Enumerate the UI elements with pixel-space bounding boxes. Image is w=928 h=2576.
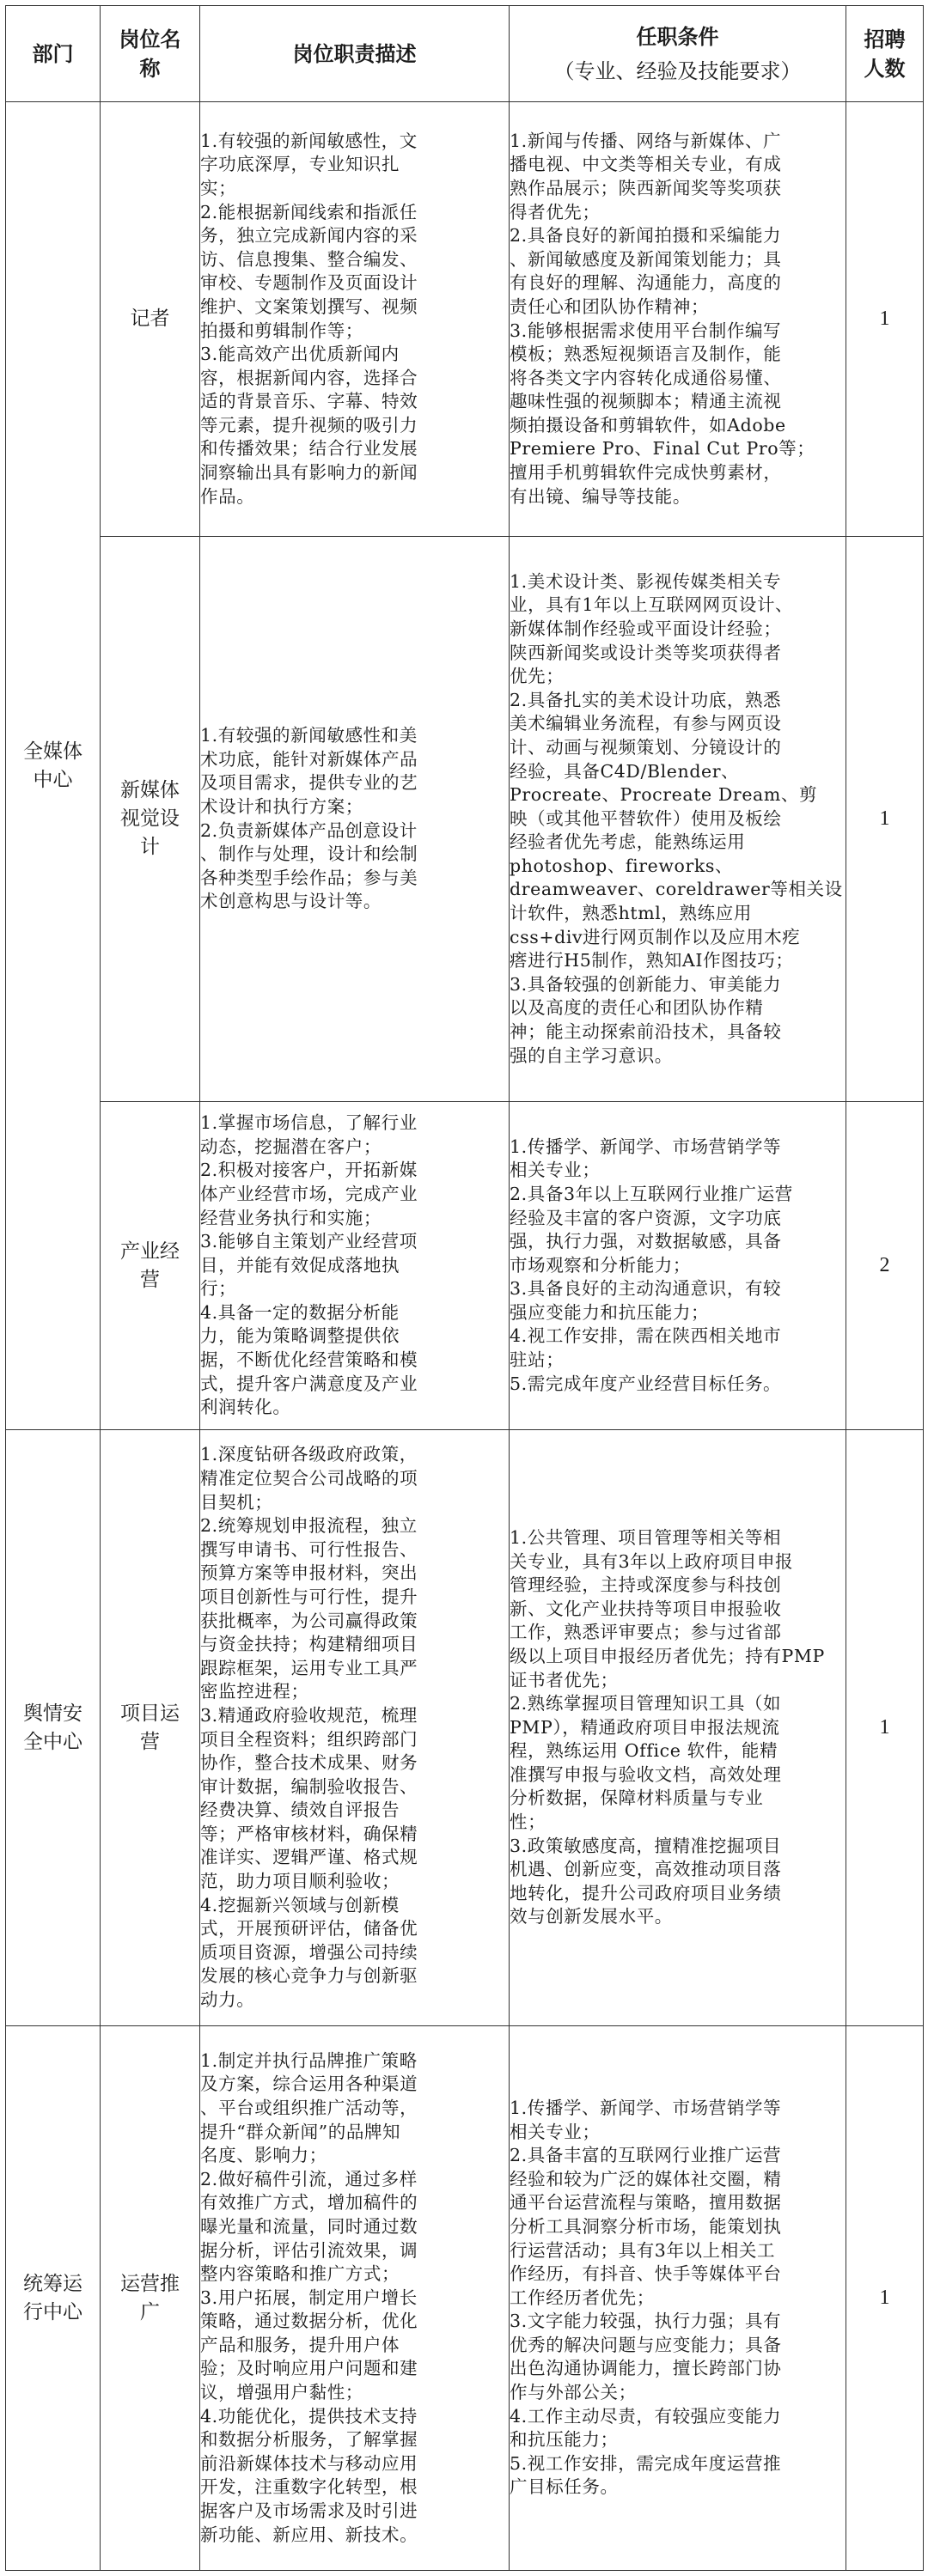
text-line: 2.具备丰富的互联网行业推广运营 [510,2145,782,2166]
text-line: 趣味性强的视频脚本；精通主流视 [510,391,782,412]
text-line: 有效推广方式，增加稿件的 [200,2192,418,2214]
text-line: 字功底深厚，专业知识扎 [200,154,400,175]
text-line: 责任心和团队协作精神； [510,295,710,317]
position-cell [101,1430,200,2026]
text-line: 容，根据新闻内容，选择合 [200,367,418,388]
requirements-cell [510,2026,846,2571]
text-line: 作品。 [200,485,255,507]
text-line: 协作，整合技术成果、财务 [200,1752,418,1774]
header-count: 招聘人数 [846,6,924,102]
text-line: 1.新闻与传播、网络与新媒体、广 [510,130,782,151]
text-line: 撰写申请书、可行性报告、 [200,1538,418,1560]
text-line: 及方案，综合运用各种渠道 [200,2074,418,2095]
text-line: 优先； [510,666,565,687]
text-line: 4.挖掘新兴领域与创新模 [200,1894,400,1915]
text-line: 计、动画与视频策划、分镜设计的 [510,736,782,758]
text-line: 提升“群众新闻”的品牌知 [200,2121,401,2142]
text-line: 2.负责新媒体产品创意设计 [200,819,418,841]
text-line: 4.工作主动尽责，有较强应变能力 [510,2405,782,2427]
text-line: 访、信息搜集、整合编发、 [200,248,418,270]
text-line: 有出镜、编导等技能。 [510,485,691,507]
text-line: 熟作品展示；陕西新闻奖等奖项获 [510,177,782,198]
text-line: 目，并能有效促成落地执 [200,1254,400,1276]
text-line: 项目全程资料；组织跨部门 [200,1728,418,1750]
text-line: 计软件，熟悉html，熟练应用 [510,903,752,924]
duties-cell [200,2026,510,2571]
text-line: 2.具备3年以上互联网行业推广运营 [510,1183,793,1204]
dept-name: 全媒体中心 [23,740,82,791]
text-line: 获批概率，为公司赢得政策 [200,1610,418,1631]
table-row [6,537,924,1102]
text-line: 、新闻敏感度及新闻策划能力；具 [510,248,782,270]
count-cell: 1 [846,2026,924,2571]
text-line: 2.做好稿件引流，通过多样 [200,2168,418,2189]
count-cell: 1 [846,102,924,537]
text-line: 关专业，具有3年以上政府项目申报 [510,1550,794,1572]
text-line: 等；严格审核材料，确保精 [200,1823,418,1844]
text-line: 强，执行力强，对数据敏感，具备 [510,1231,782,1252]
text-line: 广目标任务。 [510,2476,619,2498]
text-line: 3.能高效产出优质新闻内 [200,344,400,365]
dept-cell [6,2026,101,2571]
text-line: 效与创新发展水平。 [510,1906,673,1927]
text-line: 目契机； [200,1491,273,1513]
text-line: 适的背景音乐、字幕、特效 [200,391,418,412]
text-line: 3.用户拓展，制定用户增长 [200,2287,418,2308]
duties-cell [200,1102,510,1430]
text-line: 动态，挖掘潜在客户； [200,1136,382,1157]
text-line: 术设计和执行方案； [200,795,363,817]
text-line: 利润转化。 [200,1397,291,1418]
table-row [6,102,924,537]
text-line: 市场观察和分析能力； [510,1254,691,1276]
text-line: 得者优先； [510,201,601,222]
text-line: 及项目需求，提供专业的艺 [200,772,418,794]
text-line: 级以上项目申报经历者优先；持有PMP [510,1645,825,1666]
text-line: 范，助力项目顺利验收； [200,1871,400,1892]
table-row [6,2026,924,2571]
text-line: 1.掌握市场信息，了解行业 [200,1112,418,1134]
text-line: 新功能、新应用、新技术。 [200,2524,418,2545]
text-line: 3.政策敏感度高，擅精准挖掘项目 [510,1835,782,1856]
text-line: 强的自主学习意识。 [510,1044,673,1066]
text-line: 术创意构思与设计等。 [200,891,382,912]
text-line: 开发，注重数字化转型，根 [200,2476,418,2498]
dept-name: 舆情安全中心 [23,1702,82,1753]
text-line: 1.深度钻研各级政府政策， [200,1444,418,1465]
text-line: 相关专业； [510,2121,601,2142]
position-name: 产业经营 [120,1239,180,1291]
text-line: 强应变能力和抗压能力； [510,1301,710,1323]
text-line: 出色沟通协调能力，擅长跨部门协 [510,2358,782,2379]
position-name: 项目运营 [120,1702,180,1753]
duties-cell [200,537,510,1102]
text-line: 和传播效果；结合行业发展 [200,438,418,460]
text-line: 经验，具备C4D/Blender、 [510,760,740,782]
text-line: 经费决算、绩效自评报告 [200,1800,400,1821]
text-line: 程，熟练运用 Office 软件，能精 [510,1740,778,1762]
position-cell [101,2026,200,2571]
text-line: 和数据分析服务，了解掌握 [200,2429,418,2451]
text-line: 2.具备良好的新闻拍摄和采编能力 [510,225,782,247]
text-line: 播电视、中文类等相关专业，有成 [510,154,782,175]
text-line: 整内容策略和推广方式； [200,2263,400,2285]
text-line: 维护、文案策划撰写、视频 [200,295,418,317]
text-line: 3.具备较强的创新能力、审美能力 [510,973,782,995]
text-line: 1.有较强的新闻敏感性，文 [200,130,418,151]
requirements-cell [510,1102,846,1430]
text-line: 行运营活动；具有3年以上相关工 [510,2239,776,2261]
header-duties: 岗位职责描述 [200,6,510,102]
text-line: 经验及丰富的客户资源，文字功底 [510,1207,782,1228]
requirements-cell [510,102,846,537]
text-line: 审计数据，编制验收报告、 [200,1775,418,1797]
text-line: 2.具备扎实的美术设计功底，熟悉 [510,689,782,710]
header-requirements-sub: （专业、经验及技能要求） [553,58,802,83]
text-line: 工作，熟悉评审要点；参与过省部 [510,1622,782,1643]
text-line: 新媒体制作经验或平面设计经验； [510,618,782,639]
text-line: 拍摄和剪辑制作等； [200,320,363,341]
text-line: 和抗压能力； [510,2429,619,2451]
position-name: 记者 [130,308,170,330]
text-line: 映（或其他平替软件）使用及板绘 [510,807,782,829]
text-line: 性； [510,1812,546,1833]
text-line: 业，具有1年以上互联网网页设计、 [510,594,794,616]
text-line: 陕西新闻奖或设计类等奖项获得者 [510,642,782,663]
text-line: 4.功能优化，提供技术支持 [200,2405,418,2427]
text-line: 美术编辑业务流程，有参与网页设 [510,713,782,734]
text-line: 1.制定并执行品牌推广策略 [200,2049,418,2071]
text-line: 1.有较强的新闻敏感性和美 [200,725,418,746]
text-line: 瘩进行H5制作，熟知AI作图技巧； [510,950,794,971]
text-line: 新、文化产业扶持等项目申报验收 [510,1598,782,1619]
text-line: 质项目资源，增强公司持续 [200,1941,418,1963]
text-line: 前沿新媒体技术与移动应用 [200,2452,418,2474]
position-cell [101,1102,200,1430]
text-line: 项目创新性与可行性，提升 [200,1586,418,1607]
text-line: 体产业经营市场，完成产业 [200,1183,418,1204]
count-cell: 1 [846,537,924,1102]
text-line: 4.具备一定的数据分析能 [200,1301,400,1323]
text-line: 工作经历者优先； [510,2287,655,2308]
text-line: 作与外部公关； [510,2382,637,2403]
text-line: 与资金扶持；构建精细项目 [200,1634,418,1655]
dept-name: 统筹运行中心 [23,2272,82,2323]
text-line: 通平台运营流程与策略，擅用数据 [510,2192,782,2214]
dept-cell [6,102,101,1430]
text-line: 跟踪框架，运用专业工具严 [200,1657,418,1678]
text-line: 策略，通过数据分析，优化 [200,2311,418,2332]
text-line: 以及高度的责任心和团队协作精 [510,997,764,1019]
text-line: 据客户及市场需求及时引进 [200,2500,418,2522]
header-row [6,6,924,102]
requirements-cell [510,537,846,1102]
text-line: 分析数据，保障材料质量与专业 [510,1787,764,1809]
text-line: 预算方案等申报材料，突出 [200,1562,418,1584]
text-line: 据分析，评估引流效果，调 [200,2239,418,2261]
text-line: 驻站； [510,1349,565,1371]
text-line: 模板；熟悉短视频语言及制作，能 [510,344,782,365]
text-line: 经验者优先考虑，能熟练运用 [510,831,746,853]
text-line: 验；及时响应用户问题和建 [200,2358,418,2379]
text-line: 优秀的解决问题与应变能力；具备 [510,2334,782,2355]
count-cell: 1 [846,1430,924,2026]
text-line: 等元素，提升视频的吸引力 [200,414,418,435]
text-line: 术功底，能针对新媒体产品 [200,748,418,770]
text-line: 机遇、创新应变，高效推动项目落 [510,1859,782,1880]
recruitment-table [5,5,924,2571]
text-line: 地转化，提升公司政府项目业务绩 [510,1882,782,1903]
text-line: 2.统筹规划申报流程，独立 [200,1515,418,1537]
text-line: 擅用手机剪辑软件完成快剪素材， [510,462,782,484]
text-line: 式，开展预研评估，储备优 [200,1918,418,1940]
header-position: 岗位名称 [101,6,200,102]
text-line: 产品和服务，提升用户体 [200,2334,400,2355]
text-line: 准详实、逻辑严谨、格式规 [200,1847,418,1868]
text-line: 5.视工作安排，需完成年度运营推 [510,2452,782,2474]
text-line: PMP），精通政府项目申报法规流 [510,1716,780,1738]
header-requirements-title: 任职条件 [636,23,719,49]
text-line: 议，增强用户黏性； [200,2382,363,2403]
text-line: 、制作与处理，设计和绘制 [200,843,418,865]
position-cell [101,102,200,537]
text-line: 1.美术设计类、影视传媒类相关专 [510,570,782,592]
text-line: 5.需完成年度产业经营目标任务。 [510,1373,782,1394]
text-line: 3.文字能力较强，执行力强；具有 [510,2311,782,2332]
header-requirements [510,6,846,102]
text-line: 审校、专题制作及页面设计 [200,272,418,294]
text-line: 曝光量和流量，同时通过数 [200,2215,418,2237]
text-line: dreamweaver、coreldrawer等相关设 [510,879,843,900]
text-line: 3.能够根据需求使用平台制作编写 [510,320,782,341]
text-line: 2.积极对接客户，开拓新媒 [200,1160,418,1181]
text-line: 频拍摄设备和剪辑软件，如Adobe [510,414,786,435]
text-line: 证书者优先； [510,1669,619,1690]
table-row [6,1102,924,1430]
text-line: Procreate、Procreate Dream、剪 [510,784,818,806]
text-line: 管理经验，主持或深度参与科技创 [510,1574,782,1596]
text-line: 1.公共管理、项目管理等相关等相 [510,1526,782,1548]
text-line: 3.具备良好的主动沟通意识，有较 [510,1278,782,1300]
text-line: 密监控进程； [200,1681,309,1702]
text-line: 各种类型手绘作品；参与美 [200,867,418,888]
text-line: 3.精通政府验收规范，梳理 [200,1704,418,1726]
text-line: 1.传播学、新闻学、市场营销学等 [510,2097,782,2118]
text-line: 经营业务执行和实施； [200,1207,382,1228]
text-line: 2.熟练掌握项目管理知识工具（如 [510,1693,782,1714]
duties-cell [200,102,510,537]
text-line: 3.能够自主策划产业经营项 [200,1231,418,1252]
text-line: 1.传播学、新闻学、市场营销学等 [510,1136,782,1157]
text-line: 务，独立完成新闻内容的采 [200,225,418,247]
dept-cell [6,1430,101,2026]
header-dept: 部门 [6,6,101,102]
text-line: 、平台或组织推广活动等， [200,2097,418,2118]
text-line: 据，不断优化经营策略和模 [200,1349,418,1371]
text-line: 精准定位契合公司战略的项 [200,1467,418,1489]
position-name: 运营推广 [120,2272,180,2323]
text-line: 名度、影响力； [200,2145,327,2166]
text-line: 洞察输出具有影响力的新闻 [200,462,418,484]
text-line: 发展的核心竞争力与创新驱 [200,1965,418,1987]
text-line: 式，提升客户满意度及产业 [200,1373,418,1394]
requirements-cell [510,1430,846,2026]
text-line: Premiere Pro、Final Cut Pro等； [510,438,815,460]
duties-cell [200,1430,510,2026]
text-line: 经验和较为广泛的媒体社交圈，精 [510,2168,782,2189]
table-row [6,1430,924,2026]
text-line: css+div进行网页制作以及应用木疙 [510,926,801,947]
text-line: 将各类文字内容转化成通俗易懂、 [510,367,782,388]
text-line: 作经历，有抖音、快手等媒体平台 [510,2263,782,2285]
position-cell [101,537,200,1102]
text-line: 力，能为策略调整提供依 [200,1325,400,1347]
count-cell: 2 [846,1102,924,1430]
text-line: 分析工具洞察分析市场，能策划执 [510,2215,782,2237]
text-line: 有良好的理解、沟通能力，高度的 [510,272,782,294]
position-name: 新媒体视觉设计 [120,779,180,858]
text-line: 2.能根据新闻线索和指派任 [200,201,418,222]
text-line: 动力。 [200,1989,255,2011]
text-line: 相关专业； [510,1160,601,1181]
text-line: 准撰写申报与验收文档，高效处理 [510,1763,782,1785]
text-line: 实； [200,177,237,198]
text-line: 4.视工作安排，需在陕西相关地市 [510,1325,782,1347]
text-line: 行； [200,1278,237,1300]
text-line: 神；能主动探索前沿技术，具备较 [510,1021,782,1043]
text-line: photoshop、fireworks、 [510,855,734,876]
